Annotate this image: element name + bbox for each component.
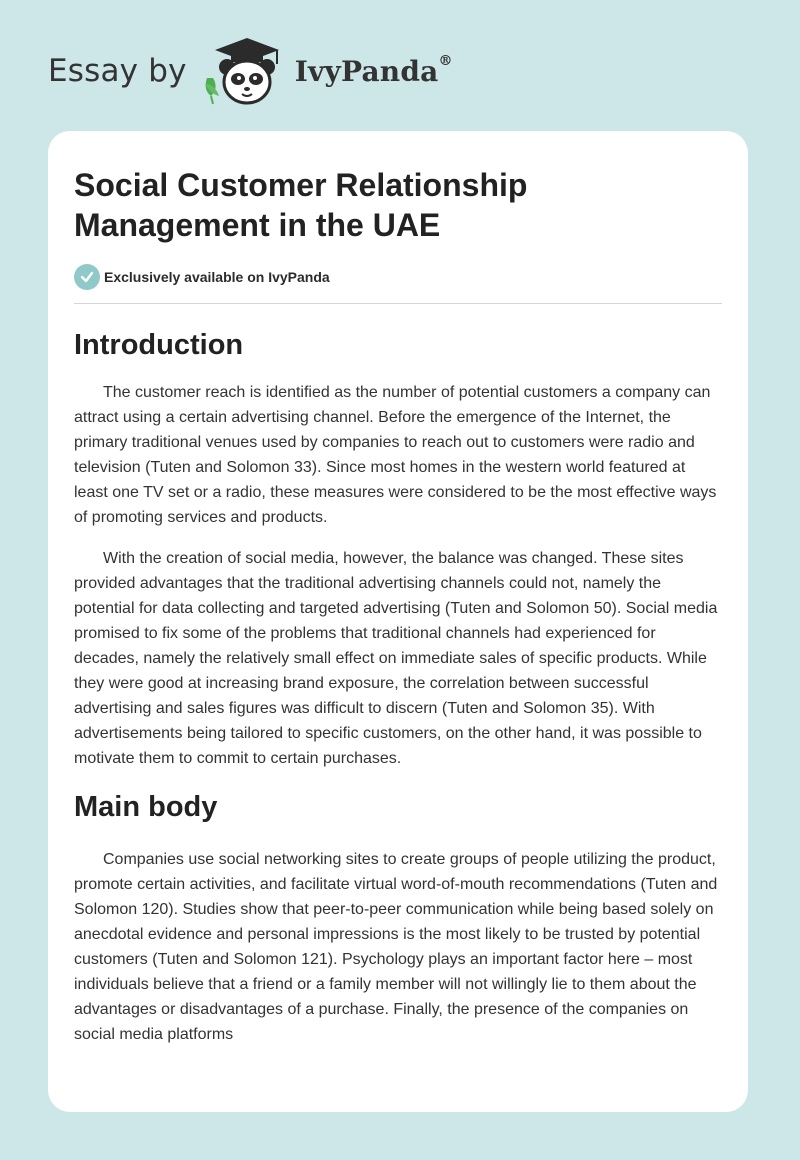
panda-logo-icon[interactable] <box>201 34 293 108</box>
exclusive-label: Exclusively available on IvyPanda <box>104 269 330 285</box>
registered-mark: ® <box>438 52 453 69</box>
exclusive-badge <box>74 264 722 290</box>
paragraph: With the creation of social media, however, the balance was changed. These sites provided advantages that the traditional advertising channels could not, namely the potential for data collecting and targeted advertising (Tuten and Solomon 50). Social media promised to fix some of the problems that traditional channels had experienced for decades, namely the relatively small effect on immediate sales of specific products. While they were good at increasing brand exposure, the correlation between successful advertising and sales figures was difficult to discern (Tuten and Solomon 35). With advertisements being tailored to specific customers, on the other hand, it was possible to motivate them to commit to certain purchases. <box>74 550 718 767</box>
paragraph: Companies use social networking sites to create groups of people utilizing the product, promote certain activities, and facilitate virtual word-of-mouth recommendations (Tuten and Solomon 120). Studies show that peer-to-peer communication while being based solely on anecdotal evidence and personal impressions is the most likely to be trusted by potential customers (Tuten and Solomon 121). Psychology plays an important factor here – most individuals believe that a friend or a family member will not willingly lie to them about the advantages or disadvantages of a purchase. Finally, the presence of the companies on social media platforms <box>74 851 718 1043</box>
site-header <box>48 34 453 108</box>
divider <box>74 303 722 304</box>
brand-name[interactable]: IvyPanda® <box>294 52 453 88</box>
section-heading-introduction: Introduction <box>74 329 244 361</box>
section-heading-main-body: Main body <box>74 791 218 823</box>
article-title: Social Customer Relationship Management in the UAE <box>74 167 528 243</box>
article-card <box>48 131 748 1112</box>
check-icon <box>74 264 100 290</box>
essay-by-label: Essay by <box>48 52 187 89</box>
paragraph: The customer reach is identified as the number of potential customers a company can attract using a certain advertising channel. Before the emergence of the Internet, the primary traditional venues used by companies to reach out to customers were radio and television (Tuten and Solomon 33). Since most homes in the western world featured at least one TV set or a radio, these measures were considered to be the most effective ways of promoting services and products. <box>74 384 717 526</box>
